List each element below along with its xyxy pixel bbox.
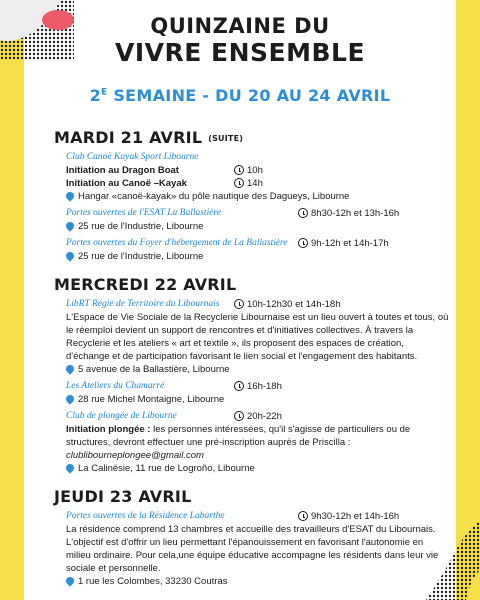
event-organizer: Portes ouvertes de l'ESAT La Ballastière: [66, 208, 221, 218]
time-text: 16h-18h: [247, 381, 282, 392]
contact-email[interactable]: clublibourneplongee@gmail.com: [66, 450, 204, 461]
clock-icon: [234, 178, 244, 188]
event-header-row: [54, 237, 450, 250]
time-text: 14h: [247, 178, 263, 189]
event-header-row: [54, 298, 450, 311]
activity-time: [234, 177, 263, 190]
subtitle-text: SEMAINE - DU 20 AU 24 AVRIL: [107, 86, 391, 105]
week-subtitle: [24, 86, 456, 105]
event-organizer: LibRT Régie de Territoire du Libournais: [66, 299, 220, 309]
event-header-row: [54, 410, 450, 423]
address-text: 1 rue les Colombes, 33230 Coutras: [78, 576, 228, 587]
location-pin-icon: [64, 220, 75, 231]
event-organizer: Portes ouvertes du Foyer d'hébergement de La Ballastière: [66, 238, 288, 248]
clock-icon: [298, 208, 308, 218]
event-address: [54, 462, 450, 475]
subtitle-superscript: E: [101, 87, 108, 98]
activity-row: [54, 177, 450, 190]
event-time: [298, 510, 399, 523]
time-text: 10h-12h30 et 14h-18h: [247, 299, 341, 310]
event-time: [234, 410, 282, 423]
event-address: [54, 220, 450, 233]
clock-icon: [298, 511, 308, 521]
event-description: [54, 423, 450, 462]
address-text: Hangar «canoë-kayak» du pôle nautique des Dagueys, Libourne: [78, 191, 350, 202]
time-text: 8h30-12h et 13h-16h: [311, 208, 400, 219]
location-pin-icon: [64, 393, 75, 404]
time-text: 9h30-12h et 14h-16h: [311, 511, 400, 522]
activity-name: Initiation au Dragon Boat: [66, 165, 179, 176]
description-bold: Initiation plongée :: [66, 424, 151, 435]
event-address: [54, 393, 450, 406]
day-label: MERCREDI 22 AVRIL: [54, 275, 237, 294]
day-heading: [54, 128, 450, 147]
subtitle-number: 2: [89, 86, 102, 105]
activity-time: [234, 164, 263, 177]
location-pin-icon: [64, 190, 75, 201]
event-address: [54, 363, 450, 376]
day-heading: [54, 487, 450, 506]
activity-name: Initiation au Canoë –Kayak: [66, 178, 187, 189]
day-label: JEUDI 23 AVRIL: [54, 487, 192, 506]
description-text: les personnes intéressées, qu'il s'agisse de particuliers ou de structures, devront effectuer une pré-inscription auprès de Priscilla :: [66, 424, 411, 448]
location-pin-icon: [64, 575, 75, 586]
address-text: 25 rue de l'Industrie, Libourne: [78, 221, 204, 232]
event-organizer: Portes ouvertes de la Résidence Labarthe: [66, 511, 225, 521]
clock-icon: [234, 411, 244, 421]
event-address: [54, 190, 450, 203]
clock-icon: [234, 165, 244, 175]
clock-icon: [298, 238, 308, 248]
program-content: [54, 128, 450, 588]
event-header-row: [54, 510, 450, 523]
time-text: 20h-22h: [247, 411, 282, 422]
clock-icon: [234, 299, 244, 309]
location-pin-icon: [64, 250, 75, 261]
address-text: 25 rue de l'Industrie, Libourne: [78, 251, 204, 262]
event-time: [234, 380, 282, 393]
location-pin-icon: [64, 363, 75, 374]
day-heading: [54, 275, 450, 294]
event-address: [54, 250, 450, 263]
event-organizer: Club Canoë Kayak Sport Libourne: [66, 152, 199, 162]
event-time: [298, 237, 389, 250]
event-description: La résidence comprend 13 chambres et accueille des travailleurs d'ESAT du Libournais. L'objectif est d'offrir un lieu permettant l'épanouissement en favorisant l'autonomie en milieu ordinaire. Pour cela,une équipe éducative accompagne les résidents dans leur vie sociale et personnelle.: [66, 524, 439, 574]
address-text: La Calinésie, 11 rue de Logroño, Libourne: [78, 463, 255, 474]
event-time: [234, 298, 341, 311]
address-text: 5 avenue de la Ballastière, Libourne: [78, 364, 230, 375]
title-line-2: VIVRE ENSEMBLE: [114, 38, 366, 67]
time-text: 10h: [247, 165, 263, 176]
time-text: 9h-12h et 14h-17h: [311, 238, 389, 249]
address-text: 28 rue Michel Montaigne, Libourne: [78, 394, 225, 405]
day-label: MARDI 21 AVRIL: [54, 128, 203, 147]
day-suffix: (SUITE): [208, 134, 244, 143]
activity-row: [54, 164, 450, 177]
event-time: [298, 207, 399, 220]
location-pin-icon: [64, 462, 75, 473]
title-line-1: QUINZAINE DU: [150, 14, 330, 38]
event-description: L'Espace de Vie Sociale de la Recyclerie Libournaise est un lieu ouvert à toutes et tous, où le réemploi devient un support de rencontres et d'initiatives collectives. À travers la Recyclerie et les ateliers « art et textile », ils proposent des espaces de création, d'échange et de participation favorisant le lien social et l'engagement des habitants.: [66, 312, 449, 362]
event-address: [54, 575, 450, 588]
event-organizer: Club de plongée de Libourne: [66, 411, 177, 421]
clock-icon: [234, 381, 244, 391]
event-organizer: Les Ateliers du Chamarré: [66, 381, 165, 391]
event-header-row: [54, 207, 450, 220]
event-header-row: [54, 380, 450, 393]
